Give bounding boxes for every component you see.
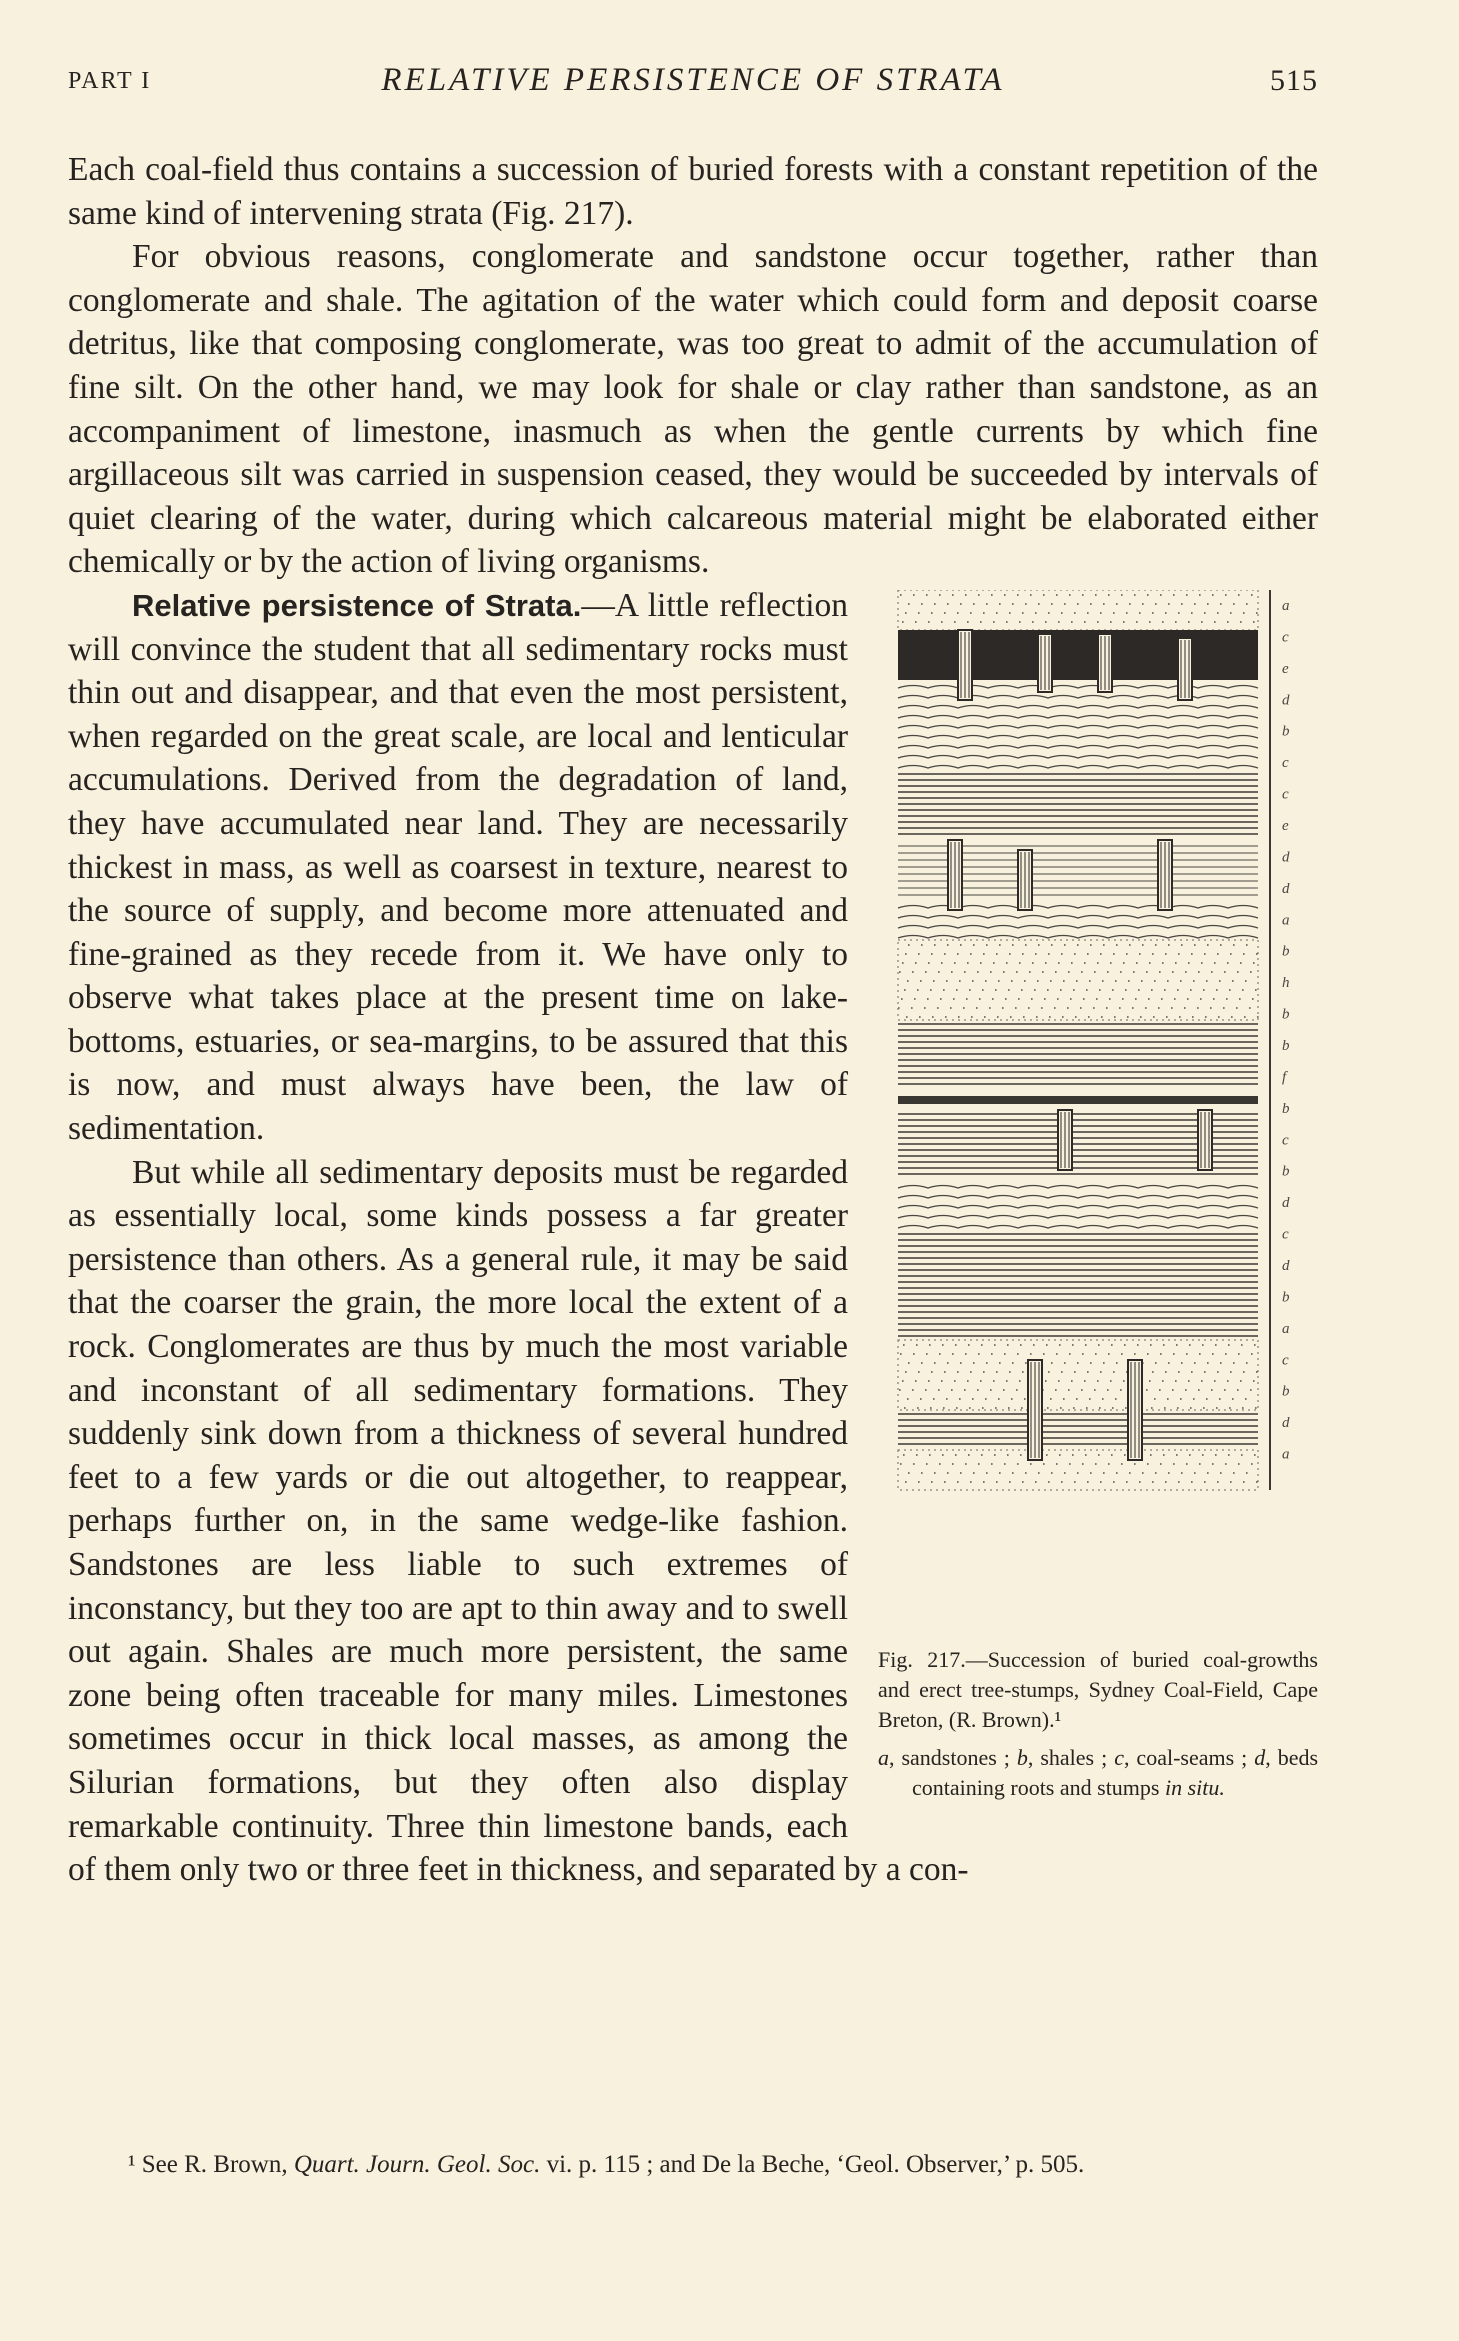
strata-letter-25: b — [1282, 1383, 1290, 1400]
legend-d: d — [1254, 1744, 1266, 1770]
sandstone-dots-14 — [899, 1345, 1258, 1408]
sandstone-dots-16 — [900, 1455, 1258, 1482]
strata-letter-10: a — [1282, 912, 1290, 929]
strata-letter-1: c — [1282, 629, 1289, 646]
wavy-line-11 — [898, 1215, 1258, 1218]
figure-caption — [878, 1645, 1318, 1803]
sandstone-border-0 — [898, 590, 1258, 630]
strata-letter-15: f — [1282, 1069, 1287, 1086]
strata-letter-4: b — [1282, 723, 1290, 740]
sandstone-border-14 — [898, 1340, 1258, 1410]
wavy-line-3 — [898, 755, 1258, 758]
paragraph-1: Each coal-field thus contains a succession of buried forests with a constant repetition of the same kind of intervening strata (Fig. 217). — [68, 151, 1318, 232]
section-heading: Relative persistence of Strata. — [132, 587, 582, 623]
paragraph-2: For obvious reasons, conglomerate and sandstone occur together, rather than conglomerate and shale. The agitation of the water which could form and deposit coarse detritus, like that composing conglomerate, was too great to admit of the accumulation of fine silt. On the other hand, we may look for shale or clay rather than sandstone, as an accompaniment of limestone, inasmuch as when the gentle currents by which fine argillaceous silt was carried in suspension ceased, they would be succeeded by intervals of quiet clearing of the water, during which calcareous material might be elaborated either chemically or by the action of living organisms. — [68, 238, 1318, 581]
body-text — [68, 148, 1318, 1892]
strata-letter-11: b — [1282, 943, 1290, 960]
footnote-journal: Quart. Journ. Geol. Soc. — [293, 2151, 541, 2178]
part-label: PART I — [68, 68, 152, 94]
legend-c: c — [1114, 1744, 1124, 1770]
wavy-line-2 — [898, 695, 1258, 698]
wavy-line-2 — [898, 705, 1258, 708]
wavy-line-6 — [898, 925, 1258, 928]
strata-letter-18: b — [1282, 1163, 1290, 1180]
wavy-line-3 — [898, 745, 1258, 748]
wavy-line-3 — [898, 735, 1258, 738]
strata-letter-7: e — [1282, 817, 1289, 834]
legend-c-text: , coal-seams ; — [1123, 1744, 1248, 1770]
strata-letter-14: b — [1282, 1037, 1290, 1054]
sandstone-dots-0 — [900, 595, 1258, 622]
wavy-line-3 — [898, 765, 1258, 768]
paragraph-4: But while all sedimentary deposits must be regarded as essentially local, some kinds possess a far greater persistence than others. As a general rule, it may be said that the coarser the grain, the more local the extent of a rock. Conglomerates are thus by much the most variable and inconstant of all sedimentary formations. They suddenly sink down from a thickness of several hundred feet to a few yards or die out altogether, to reappear, perhaps further on, in the same wedge-like fashion. Sandstones are less liable to such extremes of inconstancy, but they too are apt to thin away and to swell out again. Shales are much more persistent, the same zone being often traceable for many miles. Limestones sometimes occur in thick local masses, as among the Silurian formations, but they often also display remarkable continuity. Three thin limestone bands, each of them only two or three feet in thickness, and separated by a con- — [68, 1153, 969, 1889]
strata-letter-9: d — [1282, 880, 1290, 897]
figure-217 — [878, 590, 1318, 1830]
strata-letter-0: a — [1282, 597, 1290, 614]
strata-section-illustration — [878, 590, 1318, 1640]
sandstone-dots-7 — [898, 945, 1259, 1017]
wavy-line-2 — [898, 685, 1258, 688]
paragraph-2-start — [68, 235, 1318, 584]
coal-seam-9 — [898, 1096, 1258, 1104]
strata-letter-17: c — [1282, 1132, 1289, 1149]
strata-letter-20: c — [1282, 1226, 1289, 1243]
footnote-marker: ¹ — [128, 2151, 136, 2178]
running-title: RELATIVE PERSISTENCE OF STRATA — [381, 62, 1005, 98]
sandstone-border-16 — [898, 1450, 1258, 1490]
strata-letter-22: b — [1282, 1289, 1290, 1306]
strata-letter-21: d — [1282, 1257, 1290, 1274]
footnote-text-mid: vi. p. 115 ; and De la Beche, ‘Geol. Observer,’ p. 505. — [546, 2151, 1085, 2178]
wavy-line-11 — [898, 1195, 1258, 1198]
legend-b: b — [1016, 1744, 1028, 1770]
strata-letter-16: b — [1282, 1100, 1290, 1117]
wavy-line-11 — [898, 1225, 1258, 1228]
legend-b-text: , shales ; — [1027, 1744, 1108, 1770]
legend-a: a — [878, 1744, 889, 1770]
strata-letter-27: a — [1282, 1446, 1290, 1463]
legend-in-situ: in situ. — [1164, 1774, 1225, 1800]
page-number: 515 — [1270, 64, 1318, 97]
footnote-text-pre: See R. Brown, — [141, 2151, 288, 2178]
sandstone-border-7 — [898, 940, 1258, 1020]
strata-letter-5: c — [1282, 755, 1289, 772]
strata-letter-26: d — [1282, 1415, 1290, 1432]
wavy-line-6 — [898, 915, 1258, 918]
strata-letter-24: c — [1282, 1352, 1289, 1369]
strata-letter-12: h — [1282, 975, 1290, 992]
footnote — [68, 2146, 1318, 2184]
strata-letter-8: d — [1282, 849, 1290, 866]
strata-letter-3: d — [1282, 692, 1290, 709]
strata-letter-23: a — [1282, 1320, 1290, 1337]
caption-legend — [878, 1743, 1318, 1803]
strata-letter-6: c — [1282, 786, 1289, 803]
wavy-line-11 — [898, 1205, 1258, 1208]
coal-seam-1 — [898, 630, 1258, 680]
wavy-line-11 — [898, 1185, 1258, 1188]
wavy-line-6 — [898, 935, 1258, 938]
strata-letter-13: b — [1282, 1006, 1290, 1023]
wavy-line-2 — [898, 715, 1258, 718]
wavy-line-3 — [898, 725, 1258, 728]
legend-d-text: , beds containing roots and stumps — [912, 1744, 1319, 1800]
strata-letter-19: d — [1282, 1195, 1290, 1212]
running-head — [68, 62, 1318, 102]
legend-a-text: , sandstones ; — [889, 1744, 1010, 1770]
strata-letter-2: e — [1282, 660, 1289, 677]
caption-title: Fig. 217.—Succession of buried coal-growths and erect tree-stumps, Sydney Coal-Field, Cape Breton, (R. Brown).¹ — [878, 1646, 1318, 1732]
paragraph-3-text: —A little reflection will convince the student that all sedimentary rocks must thin out and disappear, and that even the most persistent, when regarded on the great scale, are local and lenticular accumulations. Derived from the degradation of land, they have accumulated near land. They are necessarily thickest in mass, as well as coarsest in texture, nearest to the source of supply, and become more attenuated and fine-grained as they recede from it. We have only to observe what takes place at the present time on lake-bottoms, estuaries, or sea-margins, to be assured that this is now, and must always have been, the law of sedimentation. — [68, 586, 848, 1148]
